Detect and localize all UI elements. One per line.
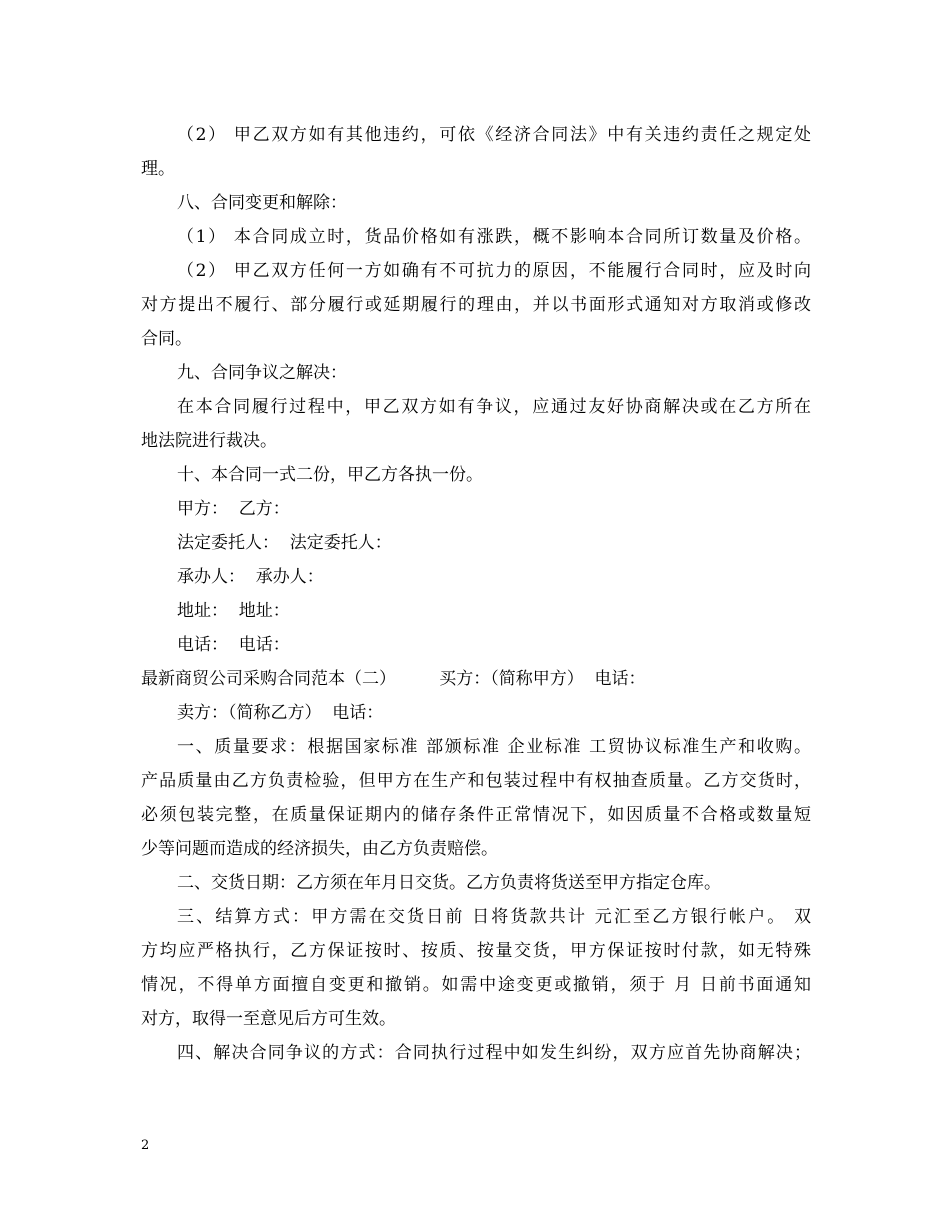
text-line: 四、解决合同争议的方式：合同执行过程中如发生纠纷，双方应首先协商解决；: [177, 1043, 811, 1063]
text-line: （2） 甲乙双方任何一方如确有不可抗力的原因，不能履行合同时，应及时向: [177, 261, 811, 281]
text-line: 承办人： 承办人：: [177, 567, 324, 587]
text-line: 电话： 电话：: [177, 635, 290, 655]
text-line: 对方提出不履行、部分履行或延期履行的理由，并以书面形式通知对方取消或修改: [141, 295, 811, 315]
text-line: 合同。: [141, 329, 192, 349]
text-line: 八、合同变更和解除：: [177, 193, 347, 213]
page-number: 2: [141, 1138, 150, 1153]
text-line: 在本合同履行过程中，甲乙双方如有争议，应通过友好协商解决或在乙方所在: [177, 397, 811, 417]
text-line: （1） 本合同成立时，货品价格如有涨跌，概不影响本合同所订数量及价格。: [177, 227, 811, 247]
text-line: 地法院进行裁决。: [141, 431, 277, 451]
text-line: 情况，不得单方面擅自变更和撤销。如需中途变更或撤销，须于 月 日前书面通知: [141, 975, 811, 995]
text-line: 法定委托人： 法定委托人：: [177, 533, 392, 553]
text-line: （2） 甲乙双方如有其他违约，可依《经济合同法》中有关违约责任之规定处: [177, 125, 811, 145]
text-line: 最新商贸公司采购合同范本（二） 买方：（简称甲方） 电话：: [141, 669, 646, 689]
text-line: 理。: [141, 159, 175, 179]
text-line: 少等问题而造成的经济损失，由乙方负责赔偿。: [141, 839, 498, 859]
document-body: [141, 118, 811, 1070]
text-line: 方均应严格执行，乙方保证按时、按质、按量交货，甲方保证按时付款，如无特殊: [141, 941, 811, 961]
text-line: 二、交货日期：乙方须在年月日交货。乙方负责将货送至甲方指定仓库。: [177, 873, 721, 893]
text-line: 必须包装完整，在质量保证期内的储存条件正常情况下，如因质量不合格或数量短: [141, 805, 811, 825]
text-line: 地址： 地址：: [177, 601, 290, 621]
text-line: 卖方：（简称乙方） 电话：: [177, 703, 384, 723]
text-line: 三、结算方式：甲方需在交货日前 日将货款共计 元汇至乙方银行帐户。 双: [177, 907, 811, 927]
text-line: 对方，取得一至意见后方可生效。: [141, 1009, 396, 1029]
text-line: 九、合同争议之解决：: [177, 363, 347, 383]
text-line: 十、本合同一式二份，甲乙方各执一份。: [177, 465, 483, 485]
text-line: 甲方： 乙方：: [177, 499, 290, 519]
text-line: 产品质量由乙方负责检验，但甲方在生产和包装过程中有权抽查质量。乙方交货时，: [141, 771, 811, 791]
text-line: 一、质量要求：根据国家标准 部颁标准 企业标准 工贸协议标准生产和收购。: [177, 737, 811, 757]
